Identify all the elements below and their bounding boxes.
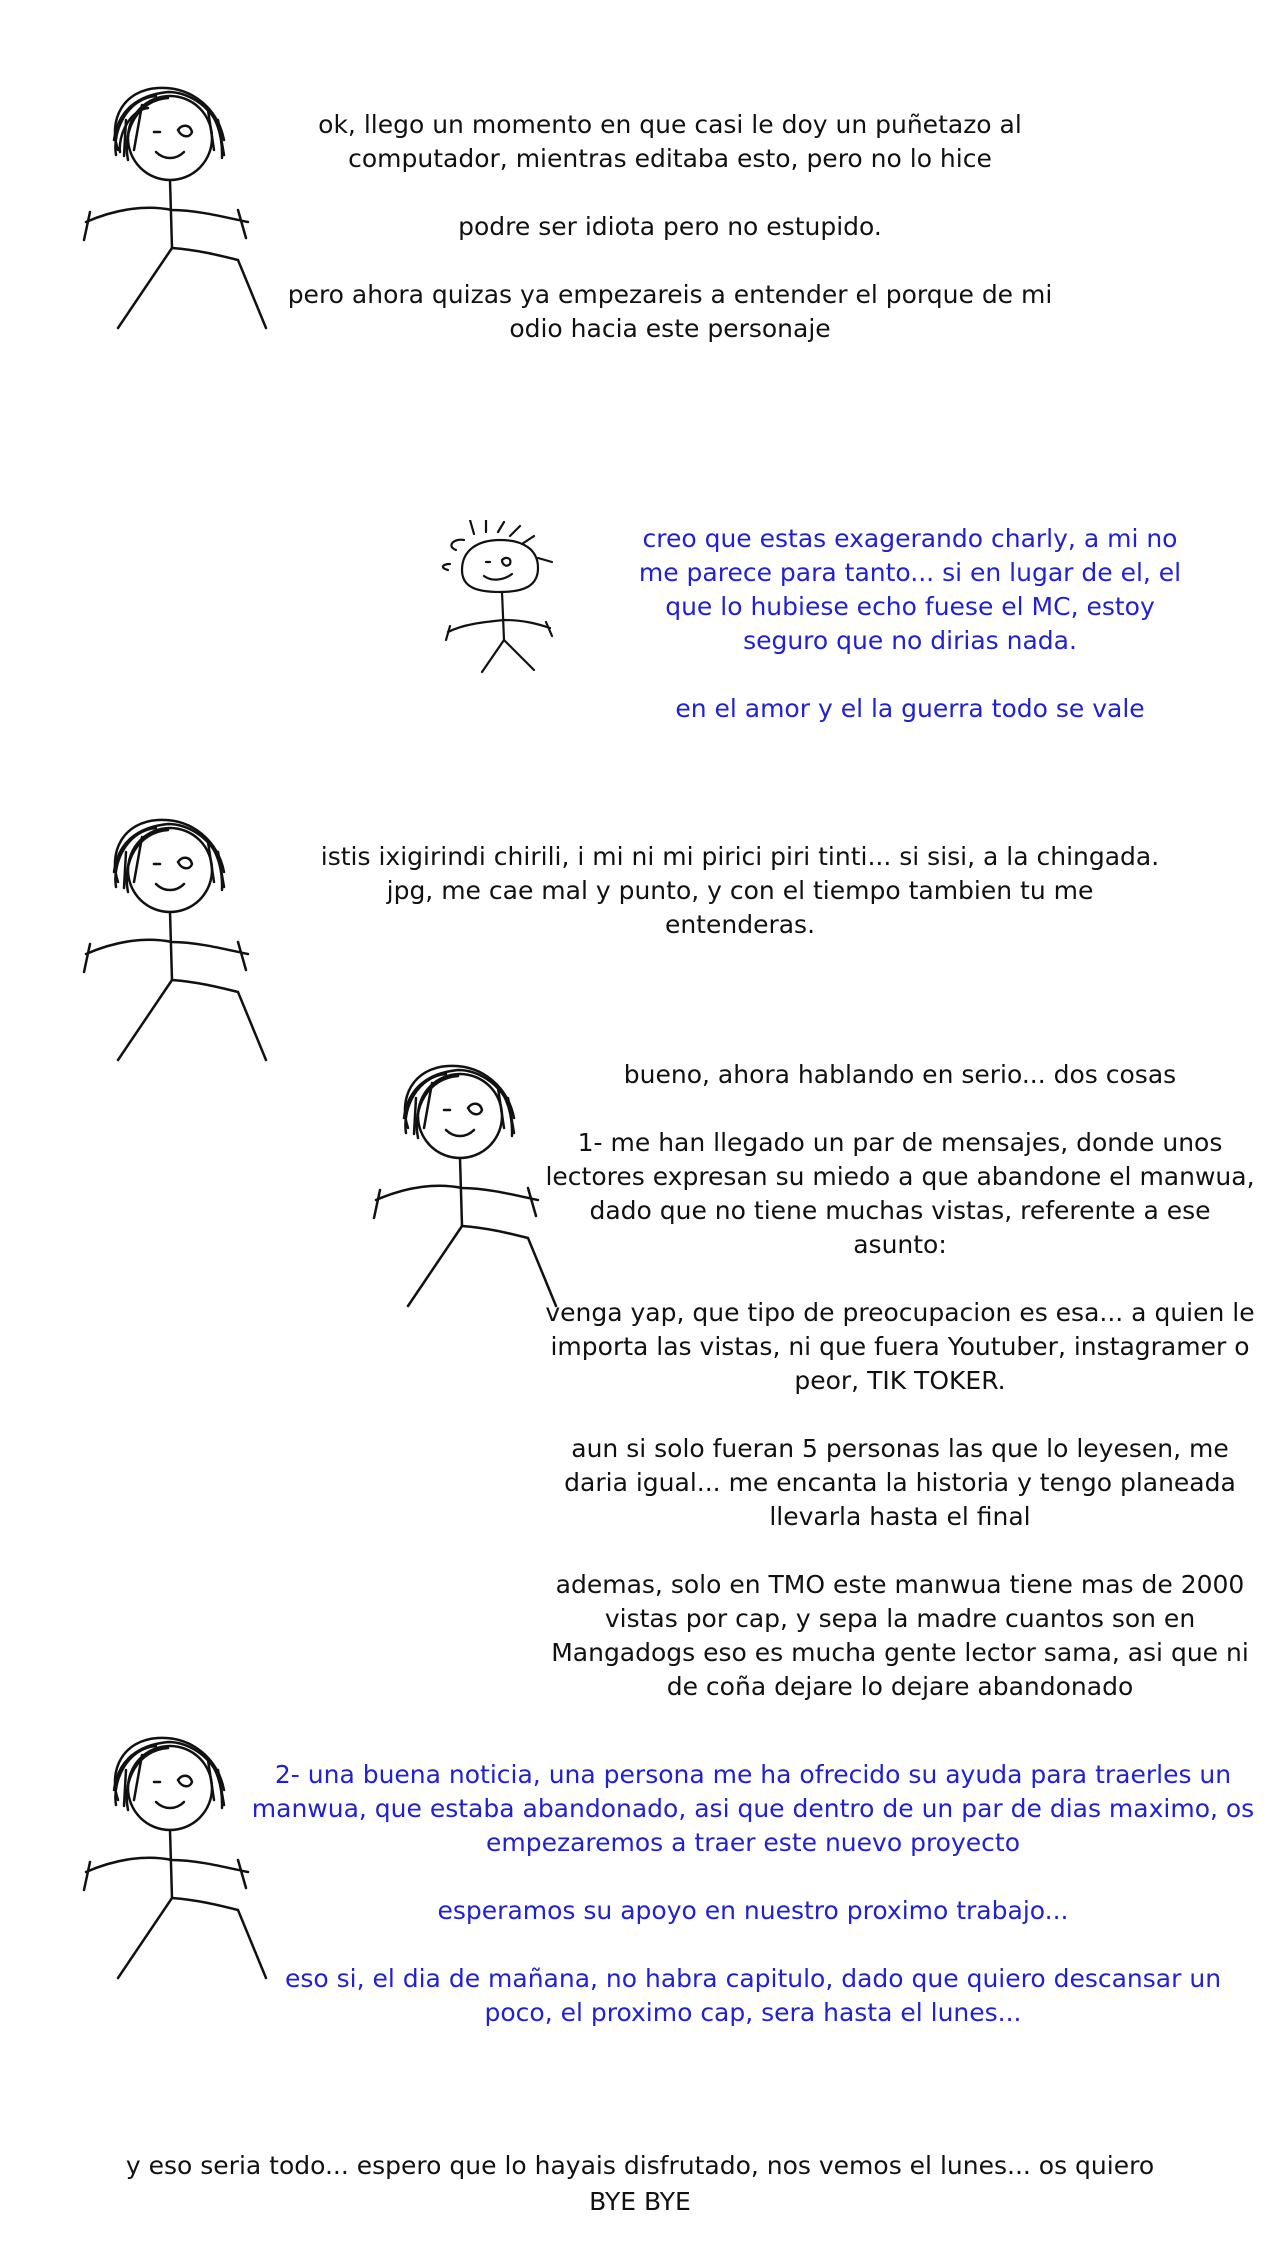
text-block-3: [320, 840, 1160, 942]
paragraph: BYE BYE: [589, 2187, 691, 2216]
paragraph: pero ahora quizas ya empezareis a entender el porque de mi odio hacia este personaje: [287, 280, 1053, 343]
paragraph: esperamos su apoyo en nuestro proximo trabajo...: [437, 1896, 1069, 1925]
paragraph: istis ixigirindi chirili, i mi ni mi pirici piri tinti... si sisi, a la chingada. jpg, me cae mal y punto, y con el tiempo tambien tu me entenderas.: [320, 842, 1160, 939]
stick-figure-charly-2: [78, 812, 278, 1072]
text-block-4: [540, 1058, 1260, 1704]
paragraph: ok, llego un momento en que casi le doy un puñetazo al computador, mientras editaba esto, pero no lo hice: [318, 110, 1022, 173]
text-block-2: [620, 522, 1200, 726]
text-block-6: [60, 2148, 1220, 2220]
paragraph: aun si solo fueran 5 personas las que lo leyesen, me daria igual... me encanta la historia y tengo planeada llevarla hasta el final: [564, 1434, 1236, 1531]
stick-figure-charly-3: [368, 1058, 568, 1318]
paragraph: creo que estas exagerando charly, a mi no me parece para tanto... si en lugar de el, el que lo hubiese echo fuese el MC, estoy seguro que no dirias nada.: [638, 524, 1182, 655]
text-block-1: [270, 108, 1070, 346]
paragraph: y eso seria todo... espero que lo hayais disfrutado, nos vemos el lunes... os quiero: [125, 2151, 1155, 2180]
paragraph: bueno, ahora hablando en serio... dos cosas: [623, 1060, 1177, 1089]
paragraph: venga yap, que tipo de preocupacion es esa... a quien le importa las vistas, ni que fuera Youtuber, instagramer o peor, TIK TOKER.: [545, 1298, 1255, 1395]
paragraph: en el amor y el la guerra todo se vale: [675, 694, 1145, 723]
stick-figure-spiky-hair: [434, 520, 584, 680]
text-block-5: [248, 1758, 1258, 2030]
stick-figure-charly-1: [78, 80, 278, 340]
paragraph: podre ser idiota pero no estupido.: [458, 212, 882, 241]
paragraph: ademas, solo en TMO este manwua tiene mas de 2000 vistas por cap, y sepa la madre cuantos son en Mangadogs eso es mucha gente lector sama, asi que ni de coña dejare lo dejare abandonado: [551, 1570, 1249, 1701]
paragraph: 2- una buena noticia, una persona me ha ofrecido su ayuda para traerles un manwua, que estaba abandonado, asi que dentro de un par de dias maximo, os empezaremos a traer este nuevo proyecto: [251, 1760, 1255, 1857]
paragraph: 1- me han llegado un par de mensajes, donde unos lectores expresan su miedo a que abandone el manwua, dado que no tiene muchas vistas, referente a ese asunto:: [545, 1128, 1255, 1259]
paragraph: eso si, el dia de mañana, no habra capitulo, dado que quiero descansar un poco, el proximo cap, sera hasta el lunes...: [284, 1964, 1222, 2027]
